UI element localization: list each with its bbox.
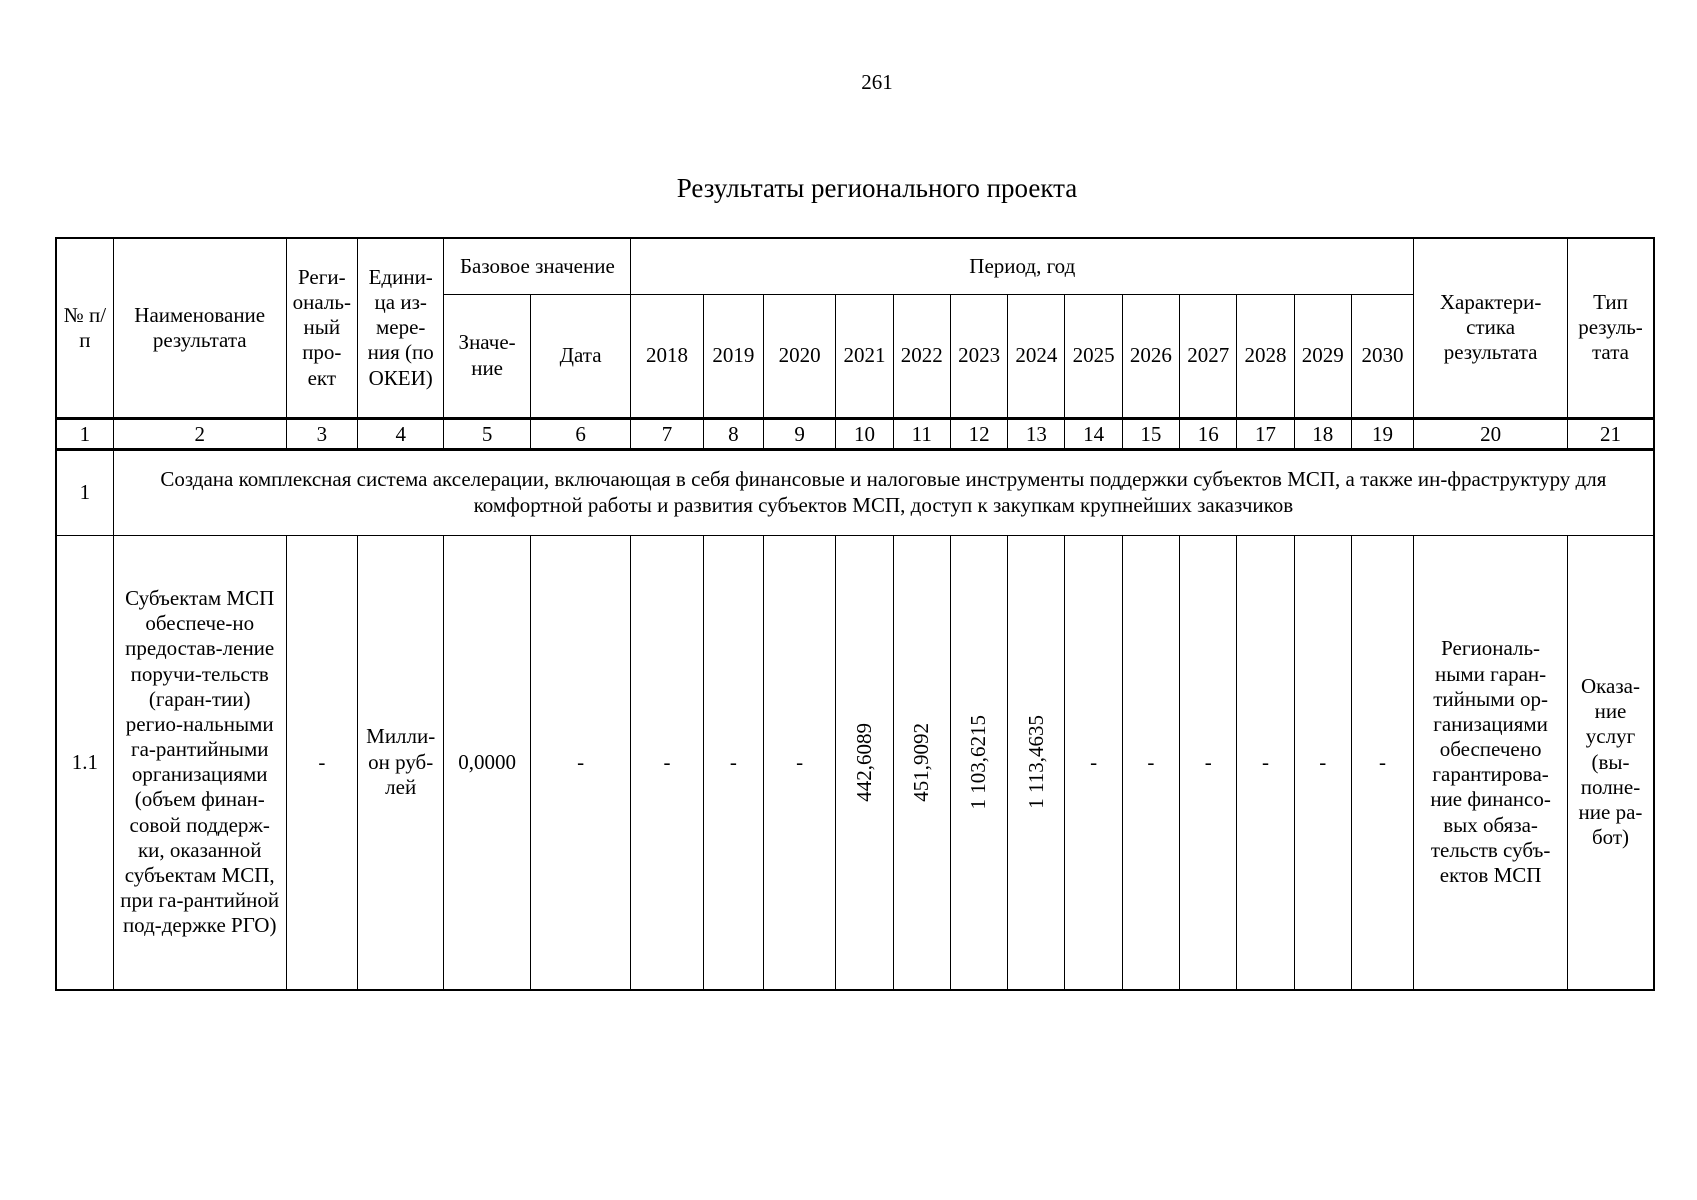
header-year: 2024: [1008, 294, 1065, 418]
column-number: 8: [703, 418, 763, 449]
result-year-value: -: [1351, 535, 1413, 990]
header-base-value-value: Значе-ние: [444, 294, 530, 418]
header-period: Период, год: [631, 238, 1414, 294]
goal-text: Создана комплексная система акселерации, включающая в себя финансовые и налоговые инструменты поддержки субъектов МСП, а также ин-фраструктуру для комфортной работы и развития субъектов МСП, доступ к закупкам крупнейших заказчиков: [113, 449, 1654, 535]
result-base-date: -: [530, 535, 631, 990]
column-number: 4: [357, 418, 443, 449]
column-number: 1: [56, 418, 113, 449]
header-year: 2019: [703, 294, 763, 418]
header-year: 2026: [1122, 294, 1179, 418]
result-year-value-cell: [893, 535, 950, 990]
header-characteristic: Характери-стика результата: [1414, 238, 1568, 418]
column-number: 3: [286, 418, 357, 449]
column-number: 2: [113, 418, 286, 449]
result-base-value: 0,0000: [444, 535, 530, 990]
result-year-value: -: [764, 535, 836, 990]
header-num: № п/п: [56, 238, 113, 418]
result-row: [56, 535, 1654, 990]
result-year-value: -: [703, 535, 763, 990]
header-name: Наименование результата: [113, 238, 286, 418]
result-year-value: -: [1294, 535, 1351, 990]
column-number: 11: [893, 418, 950, 449]
result-characteristic: Региональ-ными гаран-тийными ор-ганизациями обеспечено гарантирова-ние финансо-вых обяза-тельств субъ-ектов МСП: [1414, 535, 1568, 990]
result-year-value: -: [1237, 535, 1294, 990]
result-year-value: 1 103,6215: [966, 714, 991, 810]
header-base-value-date: Дата: [530, 294, 631, 418]
header-year: 2029: [1294, 294, 1351, 418]
header-year: 2020: [764, 294, 836, 418]
column-number: 16: [1180, 418, 1237, 449]
column-number: 12: [950, 418, 1007, 449]
header-year: 2027: [1180, 294, 1237, 418]
result-year-value: -: [1065, 535, 1122, 990]
result-year-value-cell: [950, 535, 1007, 990]
column-number: 7: [631, 418, 703, 449]
header-year: 2028: [1237, 294, 1294, 418]
column-number: 9: [764, 418, 836, 449]
column-number: 18: [1294, 418, 1351, 449]
result-year-value: 1 113,4635: [1023, 715, 1048, 810]
goal-num: 1: [56, 449, 113, 535]
header-year: 2030: [1351, 294, 1413, 418]
result-unit: Милли-он руб-лей: [357, 535, 443, 990]
results-table: [55, 237, 1655, 991]
header-result-type: Тип резуль-тата: [1567, 238, 1654, 418]
document-title: Результаты регионального проекта: [676, 173, 1078, 203]
goal-row: [56, 449, 1654, 535]
header-year: 2022: [893, 294, 950, 418]
column-number: 21: [1567, 418, 1654, 449]
column-number: 10: [836, 418, 893, 449]
result-year-value: -: [1122, 535, 1179, 990]
header-year: 2018: [631, 294, 703, 418]
header-row-1: [56, 238, 1654, 294]
header-base-value: Базовое значение: [444, 238, 631, 294]
result-num: 1.1: [56, 535, 113, 990]
column-number: 5: [444, 418, 530, 449]
header-year: 2021: [836, 294, 893, 418]
result-type: Оказа-ние услуг (вы-полне-ние ра-бот): [1567, 535, 1654, 990]
result-name: Субъектам МСП обеспече-но предостав-ление поручи-тельств (гаран-тии) регио-нальными га-рантийными организациями (объем финан-совой поддерж-ки, оказанной субъектам МСП, при га-рантийной под-держке РГО): [113, 535, 286, 990]
result-year-value: 451,9092: [909, 722, 934, 802]
column-number: 17: [1237, 418, 1294, 449]
column-number: 20: [1414, 418, 1568, 449]
header-regional-project: Реги-ональ-ный про-ект: [286, 238, 357, 418]
column-number: 6: [530, 418, 631, 449]
column-number: 19: [1351, 418, 1413, 449]
result-year-value: -: [1180, 535, 1237, 990]
header-year: 2023: [950, 294, 1007, 418]
result-year-value-cell: [836, 535, 893, 990]
header-unit: Едини-ца из-мере-ния (по ОКЕИ): [357, 238, 443, 418]
result-regional-project: -: [286, 535, 357, 990]
page-number: 261: [861, 70, 893, 94]
column-number: 13: [1008, 418, 1065, 449]
result-year-value-cell: [1008, 535, 1065, 990]
column-number: 15: [1122, 418, 1179, 449]
header-year: 2025: [1065, 294, 1122, 418]
result-year-value: 442,6089: [851, 722, 876, 802]
column-number: 14: [1065, 418, 1122, 449]
column-numbers-row: [56, 418, 1654, 449]
result-year-value: -: [631, 535, 703, 990]
